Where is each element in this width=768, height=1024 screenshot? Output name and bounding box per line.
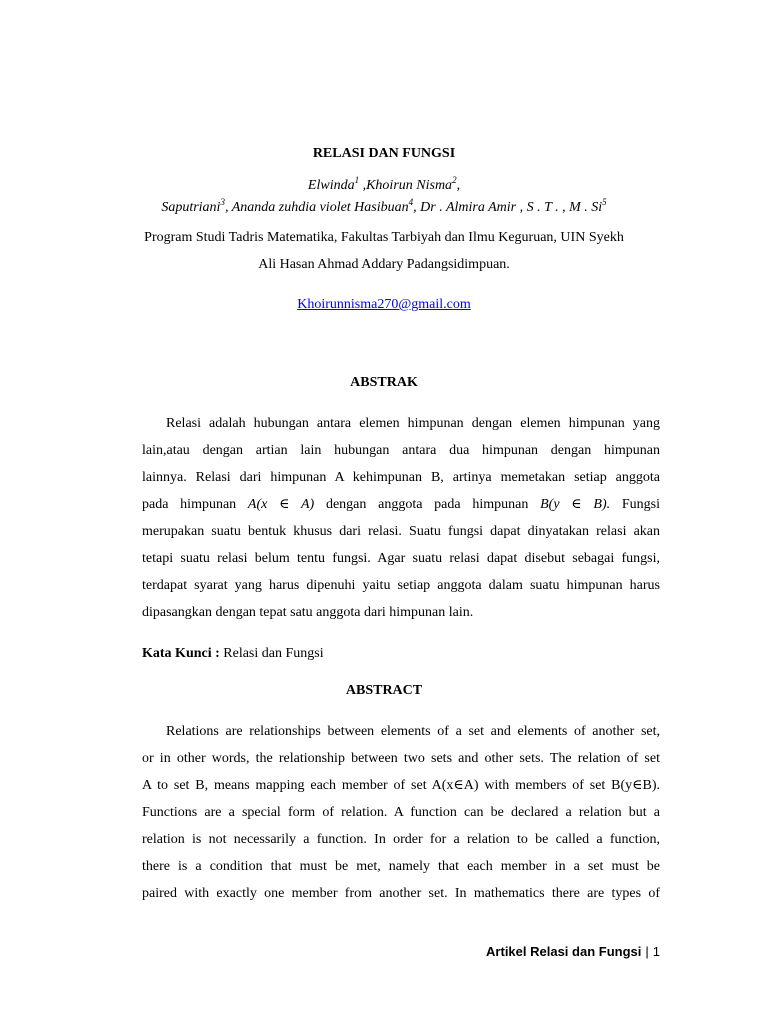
- email-row: [0, 297, 768, 313]
- abstrak-line: Relasi adalah hubungan antara elemen himpunan dengan elemen himpunan yang: [166, 416, 660, 431]
- abstrak-line: dipasangkan dengan tepat satu anggota dari himpunan lain.: [142, 605, 474, 620]
- abstrak-line: merupakan suatu bentuk khusus dari relasi. Suatu fungsi dapat dinyatakan relasi akan: [142, 524, 660, 539]
- abstrak-line: lainnya. Relasi dari himpunan A kehimpunan B, artinya memetakan setiap anggota: [142, 470, 660, 485]
- set-b-notation: B(y ∈ B).: [540, 497, 611, 512]
- set-a-notation: A(x ∈ A): [247, 497, 315, 512]
- author-separator: ,: [456, 178, 461, 193]
- author-name: , Ananda zuhdia violet Hasibuan: [224, 200, 409, 215]
- page-footer: [486, 944, 660, 959]
- keywords-label: Kata Kunci :: [142, 646, 220, 661]
- author-affiliation-mark: 1: [354, 175, 360, 185]
- abstract-line: relation is not necessarily a function. In order for a relation to be called a function,: [142, 832, 660, 847]
- affiliation-line-2: Ali Hasan Ahmad Addary Padangsidimpuan.: [258, 257, 510, 272]
- author-name: Saputriani: [161, 200, 221, 215]
- abstrak-text: Fungsi: [621, 497, 660, 512]
- author-affiliation-mark: 4: [408, 197, 414, 207]
- footer-separator: |: [645, 944, 649, 959]
- paper-title: RELASI DAN FUNGSI: [312, 146, 456, 161]
- abstract-line: A to set B, means mapping each member of set A(x∈A) with members of set B(y∈B).: [142, 778, 660, 793]
- authors-line-1: [0, 175, 768, 194]
- abstrak-math-line: [142, 495, 660, 515]
- author-affiliation-mark: 2: [452, 175, 457, 185]
- abstract-line: Relations are relationships between elements of a set and elements of another set,: [166, 724, 660, 739]
- abstrak-line: lain,atau dengan artian lain hubungan antara dua himpunan dengan himpunan: [142, 443, 660, 458]
- author-name: Elwinda: [307, 178, 355, 193]
- abstrak-text: dengan anggota pada himpunan: [325, 497, 529, 512]
- abstrak-line: tetapi suatu relasi belum tentu fungsi. Agar suatu relasi dapat disebut sebagai fungsi,: [142, 551, 660, 566]
- author-name: ,Khoirun Nisma: [359, 178, 453, 193]
- keywords-value: Relasi dan Fungsi: [219, 646, 324, 661]
- abstrak-line: terdapat syarat yang harus dipenuhi yaitu setiap anggota dalam suatu himpunan harus: [142, 578, 660, 593]
- abstract-line: Functions are a special form of relation. A function can be declared a relation but a: [142, 805, 660, 820]
- author-affiliation-mark: 3: [220, 197, 225, 207]
- abstract-line: paired with exactly one member from another set. In mathematics there are types of: [142, 886, 660, 901]
- abstract-line: or in other words, the relationship between two sets and other sets. The relation of set: [142, 751, 660, 766]
- abstract-heading: ABSTRACT: [345, 683, 423, 698]
- keywords-row: [142, 644, 660, 664]
- abstrak-heading: ABSTRAK: [350, 375, 418, 390]
- author-name: , Dr . Almira Amir , S . T . , M . Si: [413, 200, 603, 215]
- page-number: 1: [652, 944, 660, 959]
- abstrak-text: pada himpunan: [142, 497, 237, 512]
- affiliation-line-1: Program Studi Tadris Matematika, Fakultas Tarbiyah dan Ilmu Keguruan, UIN Syekh: [144, 230, 624, 245]
- abstract-line: there is a condition that must be met, namely that each member in a set must be: [142, 859, 660, 874]
- authors-line-2: [0, 197, 768, 216]
- author-affiliation-mark: 5: [602, 197, 607, 207]
- email-link[interactable]: Khoirunnisma270@gmail.com: [297, 297, 471, 312]
- footer-title: Artikel Relasi dan Fungsi: [486, 944, 642, 959]
